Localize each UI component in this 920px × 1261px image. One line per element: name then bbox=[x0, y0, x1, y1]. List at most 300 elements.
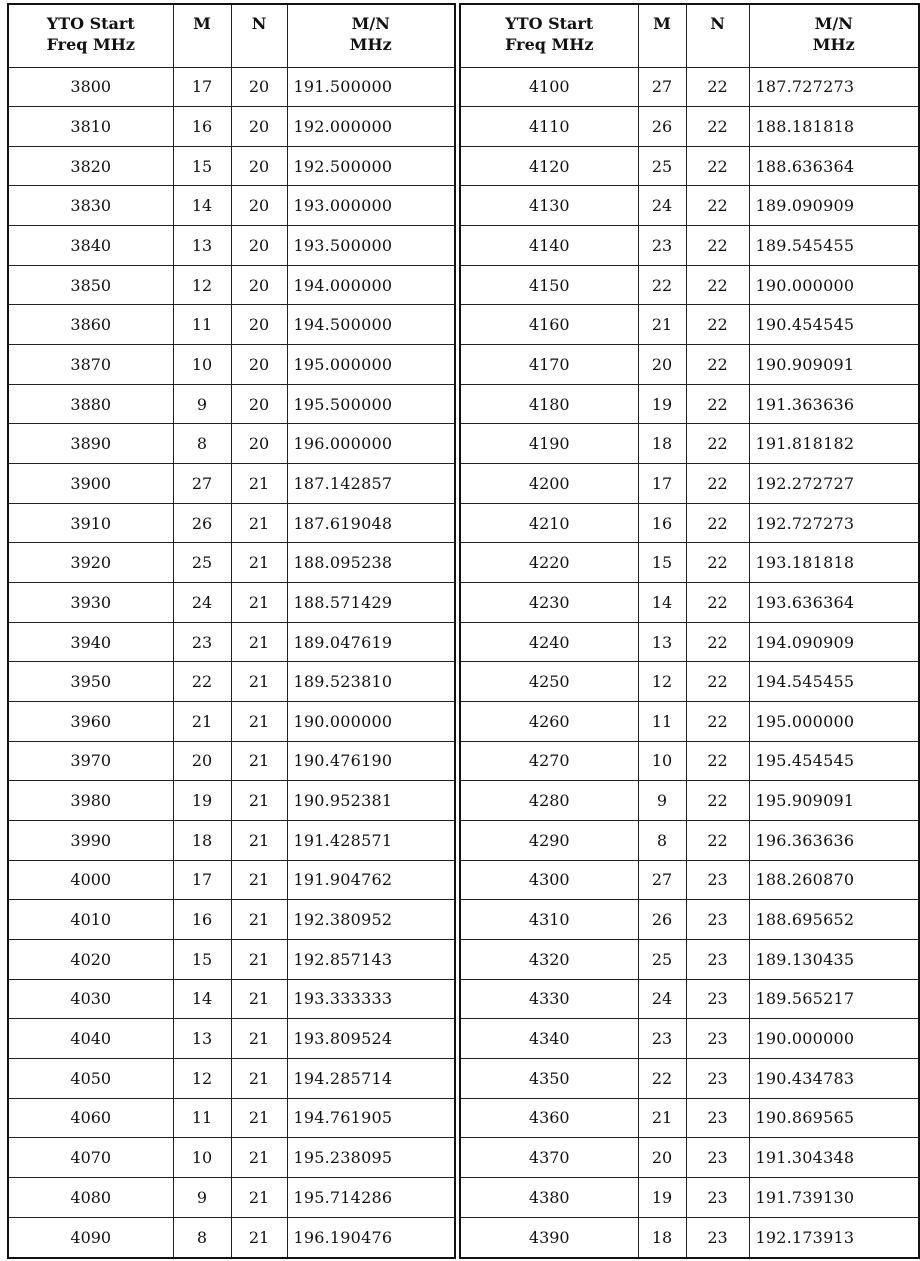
n-cell: 23 bbox=[686, 860, 749, 900]
n-cell: 21 bbox=[231, 662, 287, 702]
header-yto-line2: Freq MHz bbox=[46, 35, 135, 54]
yto-start-freq-cell: 4180 bbox=[460, 384, 638, 424]
yto-start-freq-cell: 3950 bbox=[8, 662, 173, 702]
yto-start-freq-cell: 4200 bbox=[460, 464, 638, 504]
m-cell: 27 bbox=[638, 860, 686, 900]
table-row bbox=[460, 583, 919, 623]
yto-start-freq-cell: 4350 bbox=[460, 1058, 638, 1098]
yto-start-freq-cell: 4110 bbox=[460, 107, 638, 147]
mn-mhz-cell: 188.260870 bbox=[749, 860, 919, 900]
yto-start-freq-cell: 3870 bbox=[8, 345, 173, 385]
m-cell: 17 bbox=[638, 464, 686, 504]
mn-mhz-cell: 192.500000 bbox=[287, 146, 455, 186]
n-cell: 22 bbox=[686, 583, 749, 623]
table-row bbox=[8, 503, 455, 543]
table-row bbox=[460, 860, 919, 900]
m-cell: 22 bbox=[638, 265, 686, 305]
table-row bbox=[460, 1058, 919, 1098]
yto-start-freq-cell: 3810 bbox=[8, 107, 173, 147]
table-row bbox=[460, 1019, 919, 1059]
m-cell: 12 bbox=[638, 662, 686, 702]
header-m: M bbox=[638, 4, 686, 67]
mn-mhz-cell: 190.000000 bbox=[287, 702, 455, 742]
mn-mhz-cell: 193.809524 bbox=[287, 1019, 455, 1059]
mn-mhz-cell: 195.000000 bbox=[287, 345, 455, 385]
yto-start-freq-cell: 3850 bbox=[8, 265, 173, 305]
yto-start-freq-cell: 4120 bbox=[460, 146, 638, 186]
n-cell: 22 bbox=[686, 781, 749, 821]
yto-start-freq-cell: 4230 bbox=[460, 583, 638, 623]
table-row bbox=[8, 741, 455, 781]
yto-start-freq-cell: 4340 bbox=[460, 1019, 638, 1059]
table-row bbox=[8, 345, 455, 385]
yto-start-freq-cell: 3920 bbox=[8, 543, 173, 583]
yto-start-freq-cell: 3900 bbox=[8, 464, 173, 504]
mn-mhz-cell: 190.434783 bbox=[749, 1058, 919, 1098]
mn-mhz-cell: 191.904762 bbox=[287, 860, 455, 900]
yto-start-freq-cell: 4160 bbox=[460, 305, 638, 345]
yto-start-freq-cell: 3980 bbox=[8, 781, 173, 821]
m-cell: 14 bbox=[638, 583, 686, 623]
table-row bbox=[460, 781, 919, 821]
n-cell: 22 bbox=[686, 622, 749, 662]
table-row bbox=[460, 146, 919, 186]
mn-mhz-cell: 192.727273 bbox=[749, 503, 919, 543]
table-row bbox=[460, 186, 919, 226]
yto-start-freq-cell: 3960 bbox=[8, 702, 173, 742]
mn-mhz-cell: 194.500000 bbox=[287, 305, 455, 345]
table-row bbox=[8, 979, 455, 1019]
table-row bbox=[8, 305, 455, 345]
table-row bbox=[8, 67, 455, 107]
n-cell: 21 bbox=[231, 503, 287, 543]
table-row bbox=[460, 345, 919, 385]
yto-start-freq-cell: 4330 bbox=[460, 979, 638, 1019]
n-cell: 22 bbox=[686, 503, 749, 543]
table-row bbox=[460, 305, 919, 345]
m-cell: 20 bbox=[638, 345, 686, 385]
yto-start-freq-cell: 4080 bbox=[8, 1177, 173, 1217]
yto-start-freq-cell: 3930 bbox=[8, 583, 173, 623]
mn-mhz-cell: 195.000000 bbox=[749, 702, 919, 742]
table-row bbox=[460, 900, 919, 940]
m-cell: 19 bbox=[173, 781, 231, 821]
m-cell: 18 bbox=[638, 1217, 686, 1258]
table-row bbox=[460, 702, 919, 742]
table-row bbox=[460, 543, 919, 583]
table-row bbox=[8, 265, 455, 305]
m-cell: 25 bbox=[638, 939, 686, 979]
table-row bbox=[8, 226, 455, 266]
n-cell: 22 bbox=[686, 305, 749, 345]
m-cell: 11 bbox=[173, 305, 231, 345]
yto-start-freq-cell: 4000 bbox=[8, 860, 173, 900]
yto-start-freq-cell: 3880 bbox=[8, 384, 173, 424]
mn-mhz-cell: 195.454545 bbox=[749, 741, 919, 781]
n-cell: 23 bbox=[686, 1177, 749, 1217]
n-cell: 23 bbox=[686, 1058, 749, 1098]
table-row bbox=[8, 1177, 455, 1217]
yto-start-freq-cell: 4300 bbox=[460, 860, 638, 900]
table-row bbox=[8, 583, 455, 623]
m-cell: 17 bbox=[173, 860, 231, 900]
mn-mhz-cell: 190.000000 bbox=[749, 265, 919, 305]
mn-mhz-cell: 192.857143 bbox=[287, 939, 455, 979]
n-cell: 20 bbox=[231, 305, 287, 345]
mn-mhz-cell: 193.181818 bbox=[749, 543, 919, 583]
mn-mhz-cell: 188.095238 bbox=[287, 543, 455, 583]
m-cell: 24 bbox=[638, 186, 686, 226]
n-cell: 20 bbox=[231, 265, 287, 305]
mn-mhz-cell: 191.428571 bbox=[287, 820, 455, 860]
mn-mhz-cell: 192.272727 bbox=[749, 464, 919, 504]
yto-start-freq-cell: 4010 bbox=[8, 900, 173, 940]
m-cell: 22 bbox=[638, 1058, 686, 1098]
table-row bbox=[460, 1138, 919, 1178]
mn-mhz-cell: 188.181818 bbox=[749, 107, 919, 147]
mn-mhz-cell: 192.380952 bbox=[287, 900, 455, 940]
mn-mhz-cell: 189.130435 bbox=[749, 939, 919, 979]
yto-start-freq-cell: 4020 bbox=[8, 939, 173, 979]
m-cell: 8 bbox=[173, 424, 231, 464]
mn-mhz-cell: 190.909091 bbox=[749, 345, 919, 385]
mn-mhz-cell: 189.545455 bbox=[749, 226, 919, 266]
m-cell: 12 bbox=[173, 1058, 231, 1098]
yto-start-freq-cell: 4060 bbox=[8, 1098, 173, 1138]
n-cell: 20 bbox=[231, 186, 287, 226]
table-row bbox=[460, 464, 919, 504]
table-row bbox=[8, 1098, 455, 1138]
table-row bbox=[460, 979, 919, 1019]
table-row bbox=[8, 464, 455, 504]
yto-start-freq-cell: 4030 bbox=[8, 979, 173, 1019]
mn-mhz-cell: 192.173913 bbox=[749, 1217, 919, 1258]
table-row bbox=[460, 384, 919, 424]
mn-mhz-cell: 187.727273 bbox=[749, 67, 919, 107]
yto-start-freq-cell: 4360 bbox=[460, 1098, 638, 1138]
n-cell: 21 bbox=[231, 1019, 287, 1059]
m-cell: 9 bbox=[173, 384, 231, 424]
yto-start-freq-cell: 4170 bbox=[460, 345, 638, 385]
n-cell: 22 bbox=[686, 543, 749, 583]
table-row bbox=[8, 543, 455, 583]
m-cell: 16 bbox=[173, 900, 231, 940]
table-row bbox=[460, 741, 919, 781]
n-cell: 22 bbox=[686, 464, 749, 504]
mn-mhz-cell: 187.142857 bbox=[287, 464, 455, 504]
n-cell: 21 bbox=[231, 702, 287, 742]
m-cell: 19 bbox=[638, 384, 686, 424]
n-cell: 22 bbox=[686, 820, 749, 860]
header-yto-start-freq bbox=[8, 4, 173, 67]
mn-mhz-cell: 189.523810 bbox=[287, 662, 455, 702]
table-row bbox=[460, 503, 919, 543]
mn-mhz-cell: 196.000000 bbox=[287, 424, 455, 464]
table-row bbox=[460, 265, 919, 305]
table-row bbox=[8, 146, 455, 186]
mn-mhz-cell: 189.565217 bbox=[749, 979, 919, 1019]
yto-start-freq-cell: 4090 bbox=[8, 1217, 173, 1258]
table-row bbox=[460, 1177, 919, 1217]
n-cell: 21 bbox=[231, 741, 287, 781]
mn-mhz-cell: 193.000000 bbox=[287, 186, 455, 226]
table-row bbox=[460, 662, 919, 702]
mn-mhz-cell: 191.739130 bbox=[749, 1177, 919, 1217]
table-body-right bbox=[460, 67, 919, 1258]
yto-start-freq-cell: 3840 bbox=[8, 226, 173, 266]
n-cell: 21 bbox=[231, 543, 287, 583]
m-cell: 17 bbox=[173, 67, 231, 107]
m-cell: 14 bbox=[173, 186, 231, 226]
mn-mhz-cell: 190.869565 bbox=[749, 1098, 919, 1138]
header-mn-line1: M/N bbox=[351, 14, 390, 33]
mn-mhz-cell: 191.304348 bbox=[749, 1138, 919, 1178]
table-row bbox=[8, 820, 455, 860]
mn-mhz-cell: 190.454545 bbox=[749, 305, 919, 345]
n-cell: 23 bbox=[686, 1098, 749, 1138]
table-row bbox=[8, 107, 455, 147]
n-cell: 20 bbox=[231, 384, 287, 424]
mn-mhz-cell: 190.476190 bbox=[287, 741, 455, 781]
m-cell: 27 bbox=[638, 67, 686, 107]
table-row bbox=[8, 622, 455, 662]
m-cell: 21 bbox=[173, 702, 231, 742]
yto-start-freq-cell: 3860 bbox=[8, 305, 173, 345]
yto-start-freq-cell: 3970 bbox=[8, 741, 173, 781]
m-cell: 8 bbox=[638, 820, 686, 860]
m-cell: 27 bbox=[173, 464, 231, 504]
m-cell: 15 bbox=[173, 146, 231, 186]
n-cell: 21 bbox=[231, 1098, 287, 1138]
yto-start-freq-cell: 4380 bbox=[460, 1177, 638, 1217]
header-n: N bbox=[686, 4, 749, 67]
yto-start-freq-cell: 3830 bbox=[8, 186, 173, 226]
header-yto-line1: YTO Start bbox=[505, 14, 594, 33]
m-cell: 10 bbox=[173, 1138, 231, 1178]
mn-mhz-cell: 190.952381 bbox=[287, 781, 455, 821]
m-cell: 13 bbox=[638, 622, 686, 662]
table-row bbox=[460, 424, 919, 464]
right-table-panel bbox=[459, 3, 920, 1259]
n-cell: 23 bbox=[686, 1217, 749, 1258]
mn-mhz-cell: 194.761905 bbox=[287, 1098, 455, 1138]
table-body-left bbox=[8, 67, 455, 1258]
yto-start-freq-cell: 4240 bbox=[460, 622, 638, 662]
n-cell: 21 bbox=[231, 860, 287, 900]
n-cell: 22 bbox=[686, 67, 749, 107]
table-row bbox=[8, 702, 455, 742]
header-mn-line2: MHz bbox=[812, 35, 855, 54]
table-row bbox=[8, 424, 455, 464]
m-cell: 9 bbox=[173, 1177, 231, 1217]
table-row bbox=[460, 939, 919, 979]
m-cell: 24 bbox=[173, 583, 231, 623]
m-cell: 11 bbox=[173, 1098, 231, 1138]
mn-mhz-cell: 192.000000 bbox=[287, 107, 455, 147]
header-yto-line2: Freq MHz bbox=[505, 35, 594, 54]
m-cell: 16 bbox=[638, 503, 686, 543]
mn-mhz-cell: 194.090909 bbox=[749, 622, 919, 662]
table-row bbox=[8, 860, 455, 900]
header-mn-mhz bbox=[749, 4, 919, 67]
m-cell: 15 bbox=[173, 939, 231, 979]
mn-mhz-cell: 189.090909 bbox=[749, 186, 919, 226]
n-cell: 22 bbox=[686, 424, 749, 464]
yto-start-freq-cell: 4260 bbox=[460, 702, 638, 742]
n-cell: 22 bbox=[686, 107, 749, 147]
table-row bbox=[460, 820, 919, 860]
m-cell: 19 bbox=[638, 1177, 686, 1217]
mn-mhz-cell: 196.190476 bbox=[287, 1217, 455, 1258]
mn-mhz-cell: 194.000000 bbox=[287, 265, 455, 305]
yto-start-freq-cell: 4270 bbox=[460, 741, 638, 781]
mn-mhz-cell: 193.500000 bbox=[287, 226, 455, 266]
table-row bbox=[8, 1217, 455, 1258]
mn-mhz-cell: 191.500000 bbox=[287, 67, 455, 107]
m-cell: 22 bbox=[173, 662, 231, 702]
n-cell: 22 bbox=[686, 662, 749, 702]
yto-start-freq-cell: 4280 bbox=[460, 781, 638, 821]
yto-start-freq-cell: 4190 bbox=[460, 424, 638, 464]
m-cell: 21 bbox=[638, 1098, 686, 1138]
header-mn-mhz bbox=[287, 4, 455, 67]
header-yto-line1: YTO Start bbox=[46, 14, 135, 33]
yto-start-freq-cell: 4290 bbox=[460, 820, 638, 860]
mn-mhz-cell: 193.333333 bbox=[287, 979, 455, 1019]
n-cell: 21 bbox=[231, 1138, 287, 1178]
table-row bbox=[460, 67, 919, 107]
n-cell: 21 bbox=[231, 464, 287, 504]
header-yto-start-freq bbox=[460, 4, 638, 67]
yto-start-freq-cell: 4130 bbox=[460, 186, 638, 226]
yto-start-freq-cell: 3940 bbox=[8, 622, 173, 662]
table-row bbox=[8, 1058, 455, 1098]
header-row bbox=[460, 4, 919, 67]
m-cell: 13 bbox=[173, 226, 231, 266]
table-row bbox=[8, 662, 455, 702]
n-cell: 22 bbox=[686, 741, 749, 781]
n-cell: 22 bbox=[686, 226, 749, 266]
mn-mhz-cell: 188.695652 bbox=[749, 900, 919, 940]
n-cell: 23 bbox=[686, 939, 749, 979]
yto-start-freq-cell: 3910 bbox=[8, 503, 173, 543]
mn-mhz-cell: 191.363636 bbox=[749, 384, 919, 424]
mn-mhz-cell: 188.636364 bbox=[749, 146, 919, 186]
yto-start-freq-cell: 4100 bbox=[460, 67, 638, 107]
n-cell: 21 bbox=[231, 583, 287, 623]
yto-start-freq-cell: 4070 bbox=[8, 1138, 173, 1178]
n-cell: 21 bbox=[231, 1177, 287, 1217]
yto-start-freq-cell: 4310 bbox=[460, 900, 638, 940]
n-cell: 22 bbox=[686, 345, 749, 385]
n-cell: 21 bbox=[231, 1058, 287, 1098]
n-cell: 21 bbox=[231, 781, 287, 821]
mn-mhz-cell: 195.238095 bbox=[287, 1138, 455, 1178]
n-cell: 21 bbox=[231, 979, 287, 1019]
m-cell: 14 bbox=[173, 979, 231, 1019]
mn-mhz-cell: 194.285714 bbox=[287, 1058, 455, 1098]
n-cell: 20 bbox=[231, 226, 287, 266]
m-cell: 8 bbox=[173, 1217, 231, 1258]
n-cell: 22 bbox=[686, 265, 749, 305]
yto-table-right bbox=[459, 3, 920, 1259]
table-row bbox=[460, 107, 919, 147]
table-row bbox=[8, 781, 455, 821]
m-cell: 18 bbox=[173, 820, 231, 860]
yto-start-freq-cell: 4320 bbox=[460, 939, 638, 979]
yto-start-freq-cell: 4040 bbox=[8, 1019, 173, 1059]
m-cell: 20 bbox=[173, 741, 231, 781]
m-cell: 21 bbox=[638, 305, 686, 345]
yto-start-freq-cell: 4210 bbox=[460, 503, 638, 543]
table-row bbox=[8, 900, 455, 940]
mn-mhz-cell: 190.000000 bbox=[749, 1019, 919, 1059]
mn-mhz-cell: 189.047619 bbox=[287, 622, 455, 662]
m-cell: 20 bbox=[638, 1138, 686, 1178]
m-cell: 24 bbox=[638, 979, 686, 1019]
n-cell: 23 bbox=[686, 1138, 749, 1178]
m-cell: 26 bbox=[638, 107, 686, 147]
n-cell: 22 bbox=[686, 702, 749, 742]
table-row bbox=[8, 384, 455, 424]
n-cell: 21 bbox=[231, 820, 287, 860]
m-cell: 16 bbox=[173, 107, 231, 147]
left-table-panel bbox=[7, 3, 456, 1259]
m-cell: 23 bbox=[638, 1019, 686, 1059]
m-cell: 23 bbox=[638, 226, 686, 266]
n-cell: 21 bbox=[231, 939, 287, 979]
yto-start-freq-cell: 4050 bbox=[8, 1058, 173, 1098]
m-cell: 26 bbox=[173, 503, 231, 543]
yto-start-freq-cell: 3820 bbox=[8, 146, 173, 186]
n-cell: 20 bbox=[231, 146, 287, 186]
n-cell: 21 bbox=[231, 622, 287, 662]
yto-start-freq-cell: 4150 bbox=[460, 265, 638, 305]
n-cell: 20 bbox=[231, 107, 287, 147]
yto-start-freq-cell: 3800 bbox=[8, 67, 173, 107]
mn-mhz-cell: 191.818182 bbox=[749, 424, 919, 464]
yto-start-freq-cell: 4250 bbox=[460, 662, 638, 702]
n-cell: 20 bbox=[231, 345, 287, 385]
mn-mhz-cell: 193.636364 bbox=[749, 583, 919, 623]
n-cell: 21 bbox=[231, 1217, 287, 1258]
yto-start-freq-cell: 4140 bbox=[460, 226, 638, 266]
n-cell: 20 bbox=[231, 67, 287, 107]
table-row bbox=[460, 226, 919, 266]
header-n: N bbox=[231, 4, 287, 67]
yto-table-left bbox=[7, 3, 456, 1259]
table-row bbox=[460, 1098, 919, 1138]
header-row bbox=[8, 4, 455, 67]
m-cell: 10 bbox=[638, 741, 686, 781]
mn-mhz-cell: 195.714286 bbox=[287, 1177, 455, 1217]
table-row bbox=[460, 622, 919, 662]
n-cell: 22 bbox=[686, 186, 749, 226]
header-mn-line2: MHz bbox=[349, 35, 392, 54]
mn-mhz-cell: 194.545455 bbox=[749, 662, 919, 702]
yto-start-freq-cell: 4220 bbox=[460, 543, 638, 583]
n-cell: 23 bbox=[686, 900, 749, 940]
m-cell: 12 bbox=[173, 265, 231, 305]
m-cell: 25 bbox=[173, 543, 231, 583]
mn-mhz-cell: 187.619048 bbox=[287, 503, 455, 543]
m-cell: 25 bbox=[638, 146, 686, 186]
m-cell: 15 bbox=[638, 543, 686, 583]
n-cell: 23 bbox=[686, 1019, 749, 1059]
n-cell: 20 bbox=[231, 424, 287, 464]
yto-start-freq-cell: 4390 bbox=[460, 1217, 638, 1258]
m-cell: 26 bbox=[638, 900, 686, 940]
